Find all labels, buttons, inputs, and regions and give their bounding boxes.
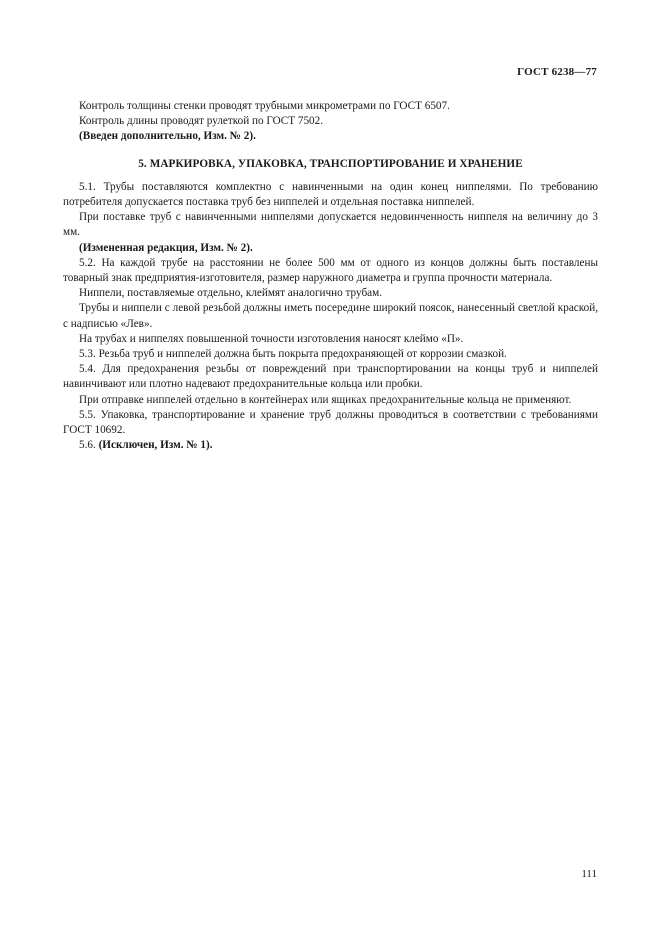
clause-5-2-left-thread: Трубы и ниппели с левой резьбой должны иметь посередине широкий поясок, нанесенный светлой краской, с надписью «Лев».	[63, 302, 598, 330]
clause-5-6-text: (Исключен, Изм. № 1).	[98, 439, 213, 452]
clause-5-1: 5.1. Трубы поставляются комплектно с навинченными на один конец ниппелями. По требованию потребителя допускается поставка труб без ниппелей и отдельная поставка ниппелей.	[63, 180, 598, 209]
page-content	[63, 99, 598, 453]
clause-5-2-nipples: Ниппели, поставляемые отдельно, клеймят аналогично трубам.	[79, 287, 382, 300]
clause-5-3: 5.3. Резьба труб и ниппелей должна быть покрыта предохраняющей от коррозии смазкой.	[79, 348, 507, 361]
section-title: 5. МАРКИРОВКА, УПАКОВКА, ТРАНСПОРТИРОВАНИЕ И ХРАНЕНИЕ	[138, 157, 523, 170]
clause-5-1-note: При поставке труб с навинченными ниппелями допускается недовинченность ниппеля на величину до 3 мм.	[63, 211, 598, 239]
document-code: ГОСТ 6238—77	[517, 66, 597, 78]
clause-5-4-separate: При отправке ниппелей отдельно в контейнерах или ящиках предохранительные кольца не применяют.	[79, 393, 572, 406]
page-number: 111	[581, 868, 597, 880]
clause-5-5: 5.5. Упаковка, транспортирование и хранение труб должны проводиться в соответствии с требованиями ГОСТ 10692.	[63, 408, 598, 437]
clause-5-6-number: 5.6.	[79, 439, 96, 452]
clause-5-2-precision-mark: На трубах и ниппелях повышенной точности изготовления наносят клеймо «П».	[79, 332, 464, 345]
clause-5-2: 5.2. На каждой трубе на расстоянии не более 500 мм от одного из концов должны быть поставлены товарный знак предприятия-изготовителя, размер наружного диаметра и группа прочности материала.	[63, 256, 598, 285]
intro-amendment-note: (Введен дополнительно, Изм. № 2).	[79, 130, 256, 143]
intro-line-thickness: Контроль толщины стенки проводят трубными микрометрами по ГОСТ 6507.	[79, 100, 450, 112]
amendment-note: (Измененная редакция, Изм. № 2).	[79, 241, 253, 254]
clause-5-6	[63, 438, 598, 453]
intro-line-length: Контроль длины проводят рулеткой по ГОСТ 7502.	[79, 115, 324, 128]
clause-5-4: 5.4. Для предохранения резьбы от повреждений при транспортировании на концы труб и ниппелей навинчивают или плотно надевают предохранительные кольца или пробки.	[63, 363, 598, 391]
